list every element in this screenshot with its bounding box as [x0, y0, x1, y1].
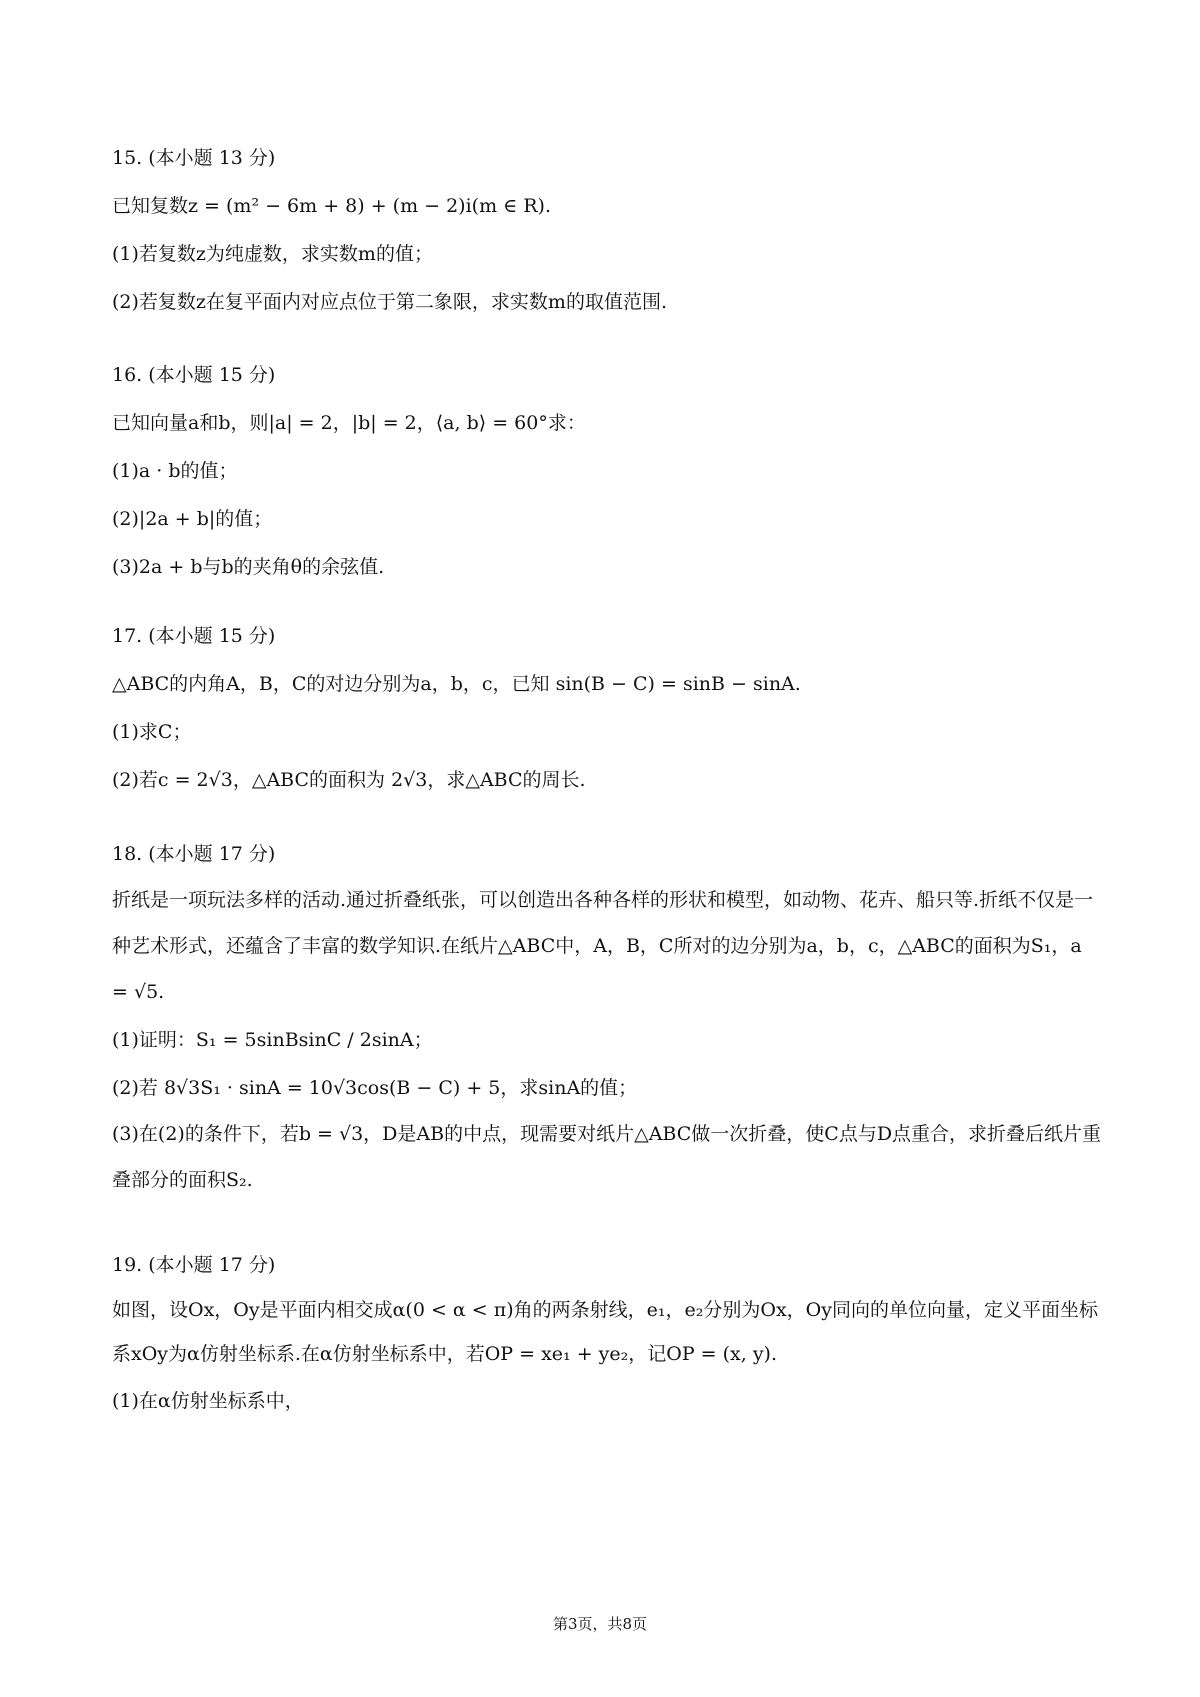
- question-19-header: 19. (本小题 17 分): [112, 1254, 276, 1276]
- question-18-stem: 折纸是一项玩法多样的活动.通过折叠纸张，可以创造出各种各样的形状和模型，如动物、花卉、船只等.折纸不仅是一种艺术形式，还蕴含了丰富的数学知识.在纸片△ABC中，A，B，C所对的边分别为a，b，c，△ABC的面积为S₁，a = √5.: [112, 889, 1094, 1003]
- question-19-stem: 如图，设Ox，Oy是平面内相交成α(0 < α < π)角的两条射线，e₁，e₂分别为Ox，Oy同向的单位向量，定义平面坐标系xOy为α仿射坐标系.在α仿射坐标系中，若OP = xe₁ + ye₂，记OP = (x, y).: [112, 1299, 1098, 1365]
- question-17-part-2: (2)若c = 2√3，△ABC的面积为 2√3，求△ABC的周长.: [112, 769, 586, 791]
- page-footer: 第3页，共8页: [552, 1615, 648, 1633]
- question-19-part-1: (1)在α仿射坐标系中，: [112, 1390, 304, 1412]
- question-16: [112, 362, 1102, 580]
- question-17: [112, 623, 1102, 793]
- question-19: [112, 1252, 1102, 1414]
- question-16-part-2: (2)|2a + b|的值；: [112, 508, 273, 530]
- question-16-stem: 已知向量a和b，则|a| = 2，|b| = 2，⟨a, b⟩ = 60°求：: [112, 412, 586, 434]
- question-18-part-1: (1)证明：S₁ = 5sinBsinC / 2sinA；: [112, 1029, 433, 1051]
- question-16-header: 16. (本小题 15 分): [112, 364, 276, 386]
- question-18-part-2: (2)若 8√3S₁ · sinA = 10√3cos(B − C) + 5，求sinA的值；: [112, 1077, 638, 1099]
- question-15-part-1: (1)若复数z为纯虚数，求实数m的值；: [112, 243, 433, 265]
- question-15: [112, 145, 1102, 315]
- question-18-header: 18. (本小题 17 分): [112, 843, 276, 865]
- question-16-part-3: (3)2a + b与b的夹角θ的余弦值.: [112, 556, 385, 578]
- question-15-header: 15. (本小题 13 分): [112, 147, 276, 169]
- question-15-part-2: (2)若复数z在复平面内对应点位于第二象限，求实数m的取值范围.: [112, 291, 667, 313]
- question-16-part-1: (1)a · b的值；: [112, 460, 238, 482]
- question-17-stem: △ABC的内角A，B，C的对边分别为a，b，c，已知 sin(B − C) = sinB − sinA.: [112, 673, 801, 695]
- question-18: [112, 841, 1102, 1203]
- question-17-part-1: (1)求C；: [112, 721, 192, 743]
- question-18-part-3: (3)在(2)的条件下，若b = √3，D是AB的中点，现需要对纸片△ABC做一次折叠，使C点与D点重合，求折叠后纸片重叠部分的面积S₂.: [112, 1123, 1102, 1191]
- question-15-stem: 已知复数z = (m² − 6m + 8) + (m − 2)i(m ∈ R).: [112, 195, 551, 217]
- question-17-header: 17. (本小题 15 分): [112, 625, 276, 647]
